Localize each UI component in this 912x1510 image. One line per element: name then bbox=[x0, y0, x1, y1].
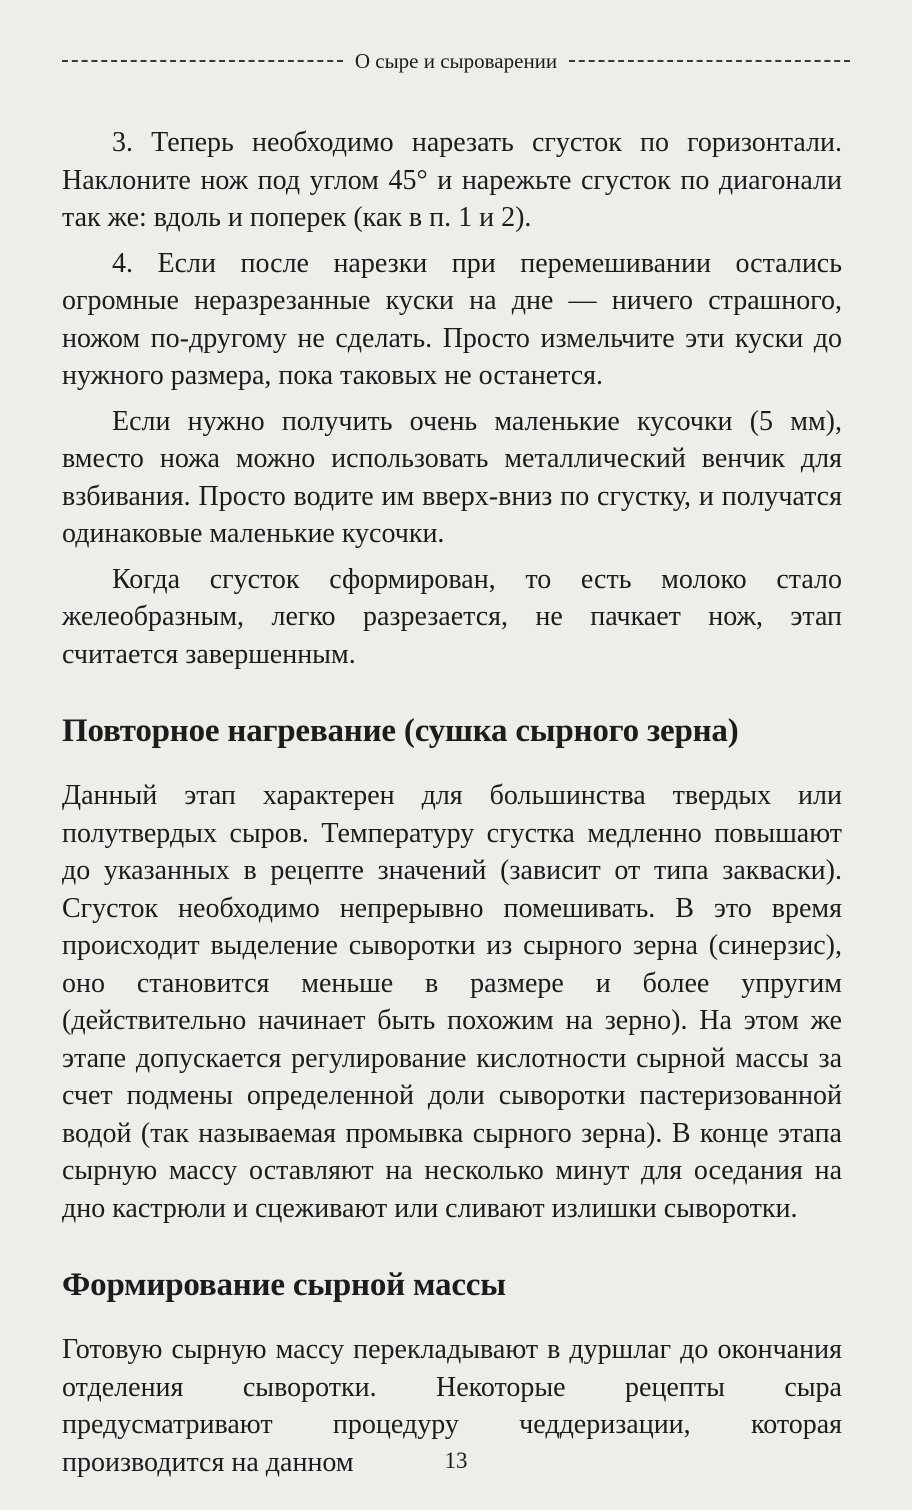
running-header bbox=[62, 46, 850, 76]
page-body bbox=[62, 124, 842, 1481]
section-heading-forming: Формирование сырной массы bbox=[62, 1267, 506, 1303]
paragraph-step-4: 4. Если после нарезки при перемешивании остались огромные неразрезанные куски на дне — ничего страшного, ножом по-другому не сделать. Просто измельчите эти куски до нужного размера, пока таковых не останется. bbox=[62, 247, 842, 391]
page-number: 13 bbox=[444, 1448, 468, 1473]
running-title: О сыре и сыроварении bbox=[354, 48, 558, 73]
section-heading-reheating: Повторное нагревание (сушка сырного зерна) bbox=[62, 713, 739, 749]
paragraph-reheating: Данный этап характерен для большинства твердых или полутвердых сыров. Температуру сгустка медленно повышают до указанных в рецепте значений (зависит от типа закваски). Сгусток необходимо непрерывно помешивать. В это время происходит выделение сыворотки из сырного зерна (синерзис), оно становится меньше в размере и более упругим (действительно начинает быть похожим на зерно). На этом же этапе допускается регулирование кислотности сырной массы за счет подмены определенной доли сыворотки пастеризованной водой (так называемая промывка сырного зерна). В конце этапа сырную массу оставляют на несколько минут для оседания на дно кастрюли и сцеживают или сливают излишки сыворотки. bbox=[62, 780, 842, 1224]
paragraph-step-3: 3. Теперь необходимо нарезать сгусток по горизонтали. Наклоните нож под углом 45° и нарежьте сгусток по диагонали так же: вдоль и поперек (как в п. 1 и 2). bbox=[62, 127, 842, 233]
paragraph-whisk-tip: Если нужно получить очень маленькие кусочки (5 мм), вместо ножа можно использовать металлический венчик для взбивания. Просто водите им вверх-вниз по сгустку, и получатся одинаковые маленькие кусочки. bbox=[62, 405, 842, 549]
paragraph-stage-complete: Когда сгусток сформирован, то есть молоко стало желеобразным, легко разрезается, не пачкает нож, этап считается завершенным. bbox=[62, 563, 842, 670]
paragraph-forming: Готовую сырную массу перекладывают в дуршлаг до окончания отделения сыворотки. Некоторые рецепты сыра предусматривают процедуру чеддеризации, которая производится на данном bbox=[62, 1334, 842, 1478]
header-dashed-rule bbox=[62, 60, 343, 62]
header-dashed-rule bbox=[569, 60, 850, 62]
